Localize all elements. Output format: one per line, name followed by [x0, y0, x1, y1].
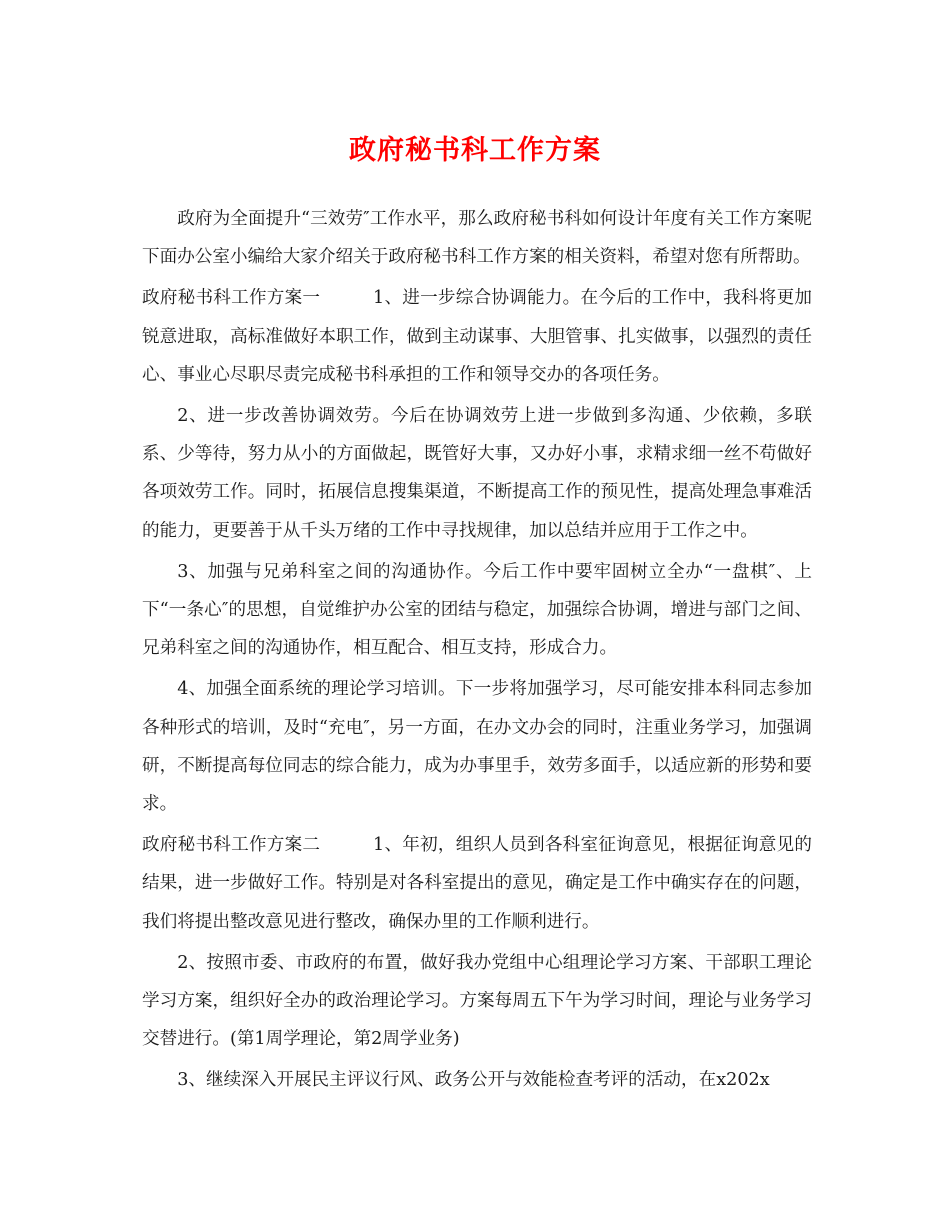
- paragraph-text: 2、进一步改善协调效劳。今后在协调效劳上进一步做到多沟通、少依赖，多联系、少等待，努力从小的方面做起，既管好大事，又办好小事，求精求细一丝不苟做好各项效劳工作。同时，拓展信息搜集渠道，不断提高工作的预见性，提高处理急事难活的能力，更要善于从千头万绪的工作中寻找规律，加以总结并应用于工作之中。: [142, 406, 812, 541]
- document-title: 政府秘书科工作方案: [349, 135, 601, 166]
- paragraph: [142, 1061, 812, 1099]
- section-heading: 政府秘书科工作方案一: [142, 288, 321, 309]
- paragraph: [142, 944, 812, 1059]
- paragraph: [142, 279, 812, 394]
- paragraph-text: 3、继续深入开展民主评议行风、政务公开与效能检查考评的活动，在x202x: [177, 1070, 770, 1091]
- paragraph-text: 2、按照市委、市政府的布置，做好我办党组中心组理论学习方案、干部职工理论学习方案，组织好全办的政治理论学习。方案每周五下午为学习时间，理论与业务学习交替进行。(第1周学理论，第2周学业务): [142, 952, 812, 1050]
- paragraph: [142, 397, 812, 550]
- paragraph-text: 3、加强与兄弟科室之间的沟通协作。今后工作中要牢固树立全办“一盘棋″、上下“一条心″的思想，自觉维护办公室的团结与稳定，加强综合协调，增进与部门之间、兄弟科室之间的沟通协作，相互配合、相互支持，形成合力。: [142, 561, 812, 659]
- paragraph-text: 1、进一步综合协调能力。在今后的工作中，我科将更加锐意进取，高标准做好本职工作，做到主动谋事、大胆管事、扎实做事，以强烈的责任心、事业心尽职尽责完成秘书科承担的工作和领导交办的各项任务。: [142, 288, 812, 385]
- paragraph: [142, 670, 812, 823]
- section-heading: 政府秘书科工作方案二: [142, 835, 321, 856]
- paragraph-text: 1、年初，组织人员到各科室征询意见，根据征询意见的结果，进一步做好工作。特别是对各科室提出的意见，确定是工作中确实存在的问题，我们将提出整改意见进行整改，确保办里的工作顺利进行。: [142, 835, 812, 932]
- paragraph: [142, 200, 812, 276]
- paragraph: [142, 826, 812, 941]
- paragraph-text: 政府为全面提升“三效劳″工作水平，那么政府秘书科如何设计年度有关工作方案呢下面办公室小编给大家介绍关于政府秘书科工作方案的相关资料，希望对您有所帮助。: [142, 209, 812, 268]
- paragraph-text: 4、加强全面系统的理论学习培训。下一步将加强学习，尽可能安排本科同志参加各种形式的培训，及时“充电″，另一方面，在办文办会的同时，注重业务学习，加强调研，不断提高每位同志的综合能力，成为办事里手，效劳多面手，以适应新的形势和要求。: [142, 679, 812, 815]
- paragraph: [142, 553, 812, 668]
- document-body: [142, 200, 812, 1103]
